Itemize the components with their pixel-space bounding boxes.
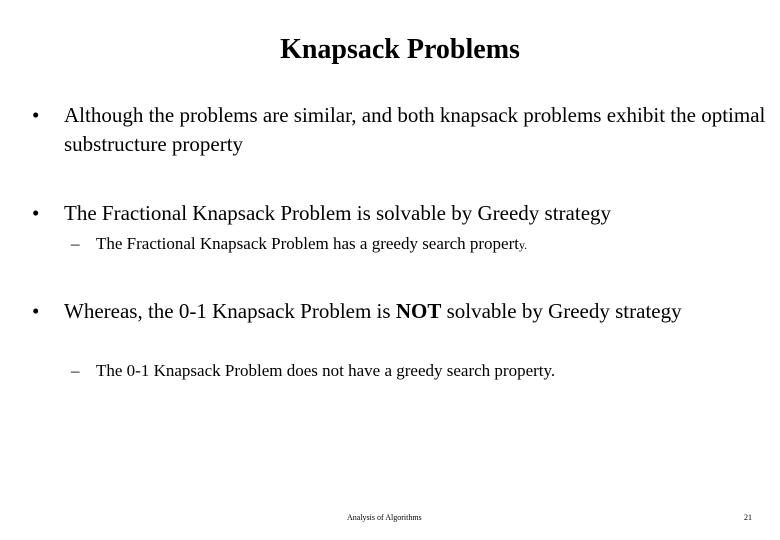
sub-bullet-text: The 0-1 Knapsack Problem does not have a greedy search property. [96, 361, 556, 380]
bullet-text-before: Whereas, the 0-1 Knapsack Problem is [64, 299, 396, 323]
bullet-icon: • [32, 299, 40, 323]
footer-course-title: Analysis of Algorithms [347, 513, 422, 522]
bullet-icon: • [32, 201, 40, 225]
bullet-item-3 [32, 297, 772, 326]
dash-icon: – [71, 234, 80, 253]
sub-bullet-item-3 [71, 359, 761, 383]
bullet-text [64, 297, 772, 326]
bullet-text: Although the problems are similar, and both knapsack problems exhibit the optimal substructure property [64, 103, 766, 156]
bullet-text-bold: NOT [395, 299, 442, 323]
sub-bullet-text-main: The Fractional Knapsack Problem has a greedy search propert [96, 234, 519, 253]
bullet-icon: • [32, 103, 40, 127]
sub-bullet-item-2 [71, 232, 761, 257]
sub-bullet-text-tail: y. [518, 238, 528, 252]
page-number: 21 [744, 513, 752, 522]
sub-bullet-text [96, 232, 761, 257]
bullet-item-1 [32, 101, 772, 159]
slide-title: Knapsack Problems [280, 34, 520, 65]
bullet-item-2 [32, 199, 772, 228]
dash-icon: – [71, 361, 80, 380]
bullet-text-after: solvable by Greedy strategy [441, 299, 682, 323]
bullet-text: The Fractional Knapsack Problem is solvable by Greedy strategy [64, 201, 612, 225]
